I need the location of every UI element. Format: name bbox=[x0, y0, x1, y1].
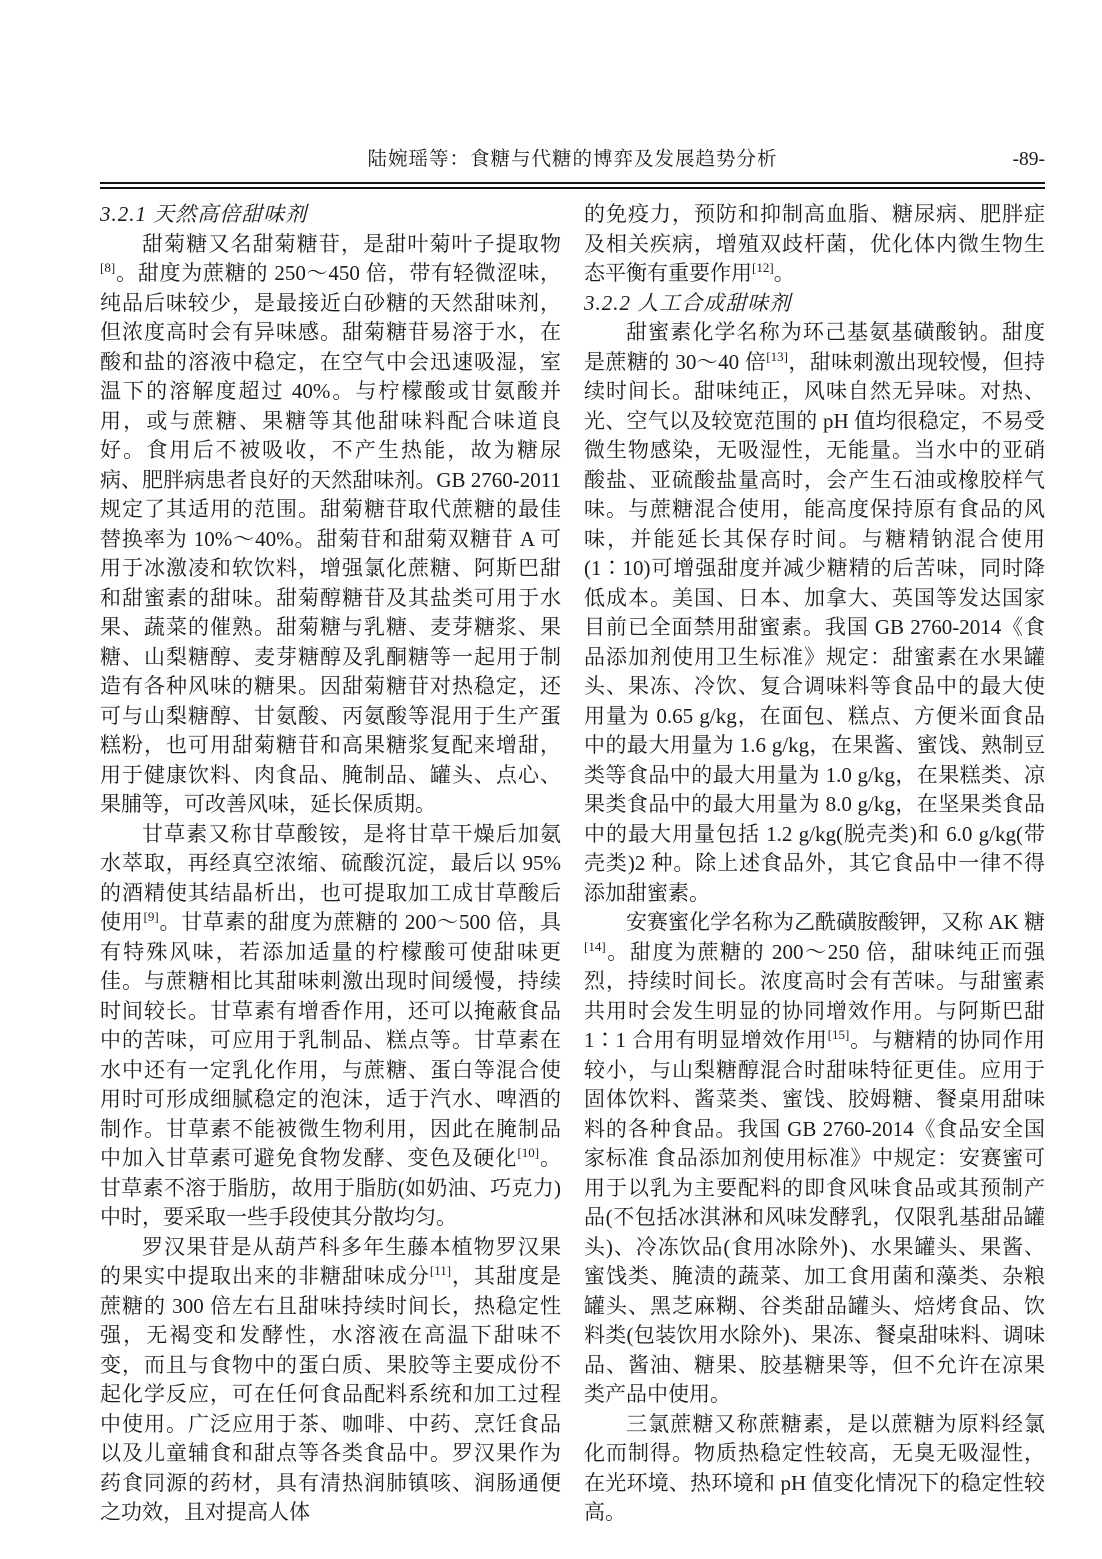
reference-marker: [13] bbox=[766, 348, 788, 364]
paragraph: 的免疫力，预防和抑制高血脂、糖尿病、肥胖症及相关疾病，增殖双歧杆菌，优化体内微生物生态平衡有重要作用[12]。 bbox=[584, 202, 1045, 285]
reference-marker: [10] bbox=[517, 1145, 540, 1160]
reference-marker: [11] bbox=[429, 1263, 452, 1278]
paragraph: 罗汉果苷是从葫芦科多年生藤本植物罗汉果的果实中提取出来的非糖甜味成分[11]，其甜度是蔗糖的 300 倍左右且甜味持续时间长，热稳定性强，无褐变和发酵性，水溶液在高温下甜味不变，而且与食物中的蛋白质、果胶等主要成份不起化学反应，可在任何食品配料系统和加工过程中使用。广泛应用于茶、咖啡、中药、烹饪食品以及儿童辅食和甜点等各类食品中。罗汉果作为药食同源的药材，具有清热润肺镇咳、润肠通便之功效，且对提高人体 bbox=[100, 1234, 562, 1524]
paragraph: 甜菊糖又名甜菊糖苷，是甜叶菊叶子提取物[8]。甜度为蔗糖的 250～450 倍，带有轻微涩味，纯品后味较少，是最接近白砂糖的天然甜味剂，但浓度高时会有异味感。甜菊糖苷易溶于水，在酸和盐的溶液中稳定，在空气中会迅速吸湿，室温下的溶解度超过 40%。与柠檬酸或甘氨酸并用，或与蔗糖、果糖等其他甜味料配合味道良好。食用后不被吸收，不产生热能，故为糖尿病、肥胖病患者良好的天然甜味剂。GB 2760-2011 规定了其适用的范围。甜菊糖苷取代蔗糖的最佳替换率为 10%～40%。甜菊苷和甜菊双糖苷 A 可用于冰激凌和软饮料，增强氯化蔗糖、阿斯巴甜和甜蜜素的甜味。甜菊醇糖苷及其盐类可用于水果、蔬菜的催熟。甜菊糖与乳糖、麦芽糖浆、果糖、山梨糖醇、麦芽糖醇及乳酮糖等一起用于制造有各种风味的糖果。因甜菊糖苷对热稳定，还可与山梨糖醇、甘氨酸、丙氨酸等混用于生产蛋糕粉，也可用甜菊糖苷和高果糖浆复配来增甜，用于健康饮料、肉食品、腌制品、罐头、点心、果脯等，可改善风味，延长保质期。 bbox=[100, 231, 561, 816]
reference-marker: [8] bbox=[100, 260, 116, 275]
paragraph: 甘草素又称甘草酸铵，是将甘草干燥后加氨水萃取，再经真空浓缩、硫酸沉淀，最后以 95%的酒精使其结晶析出，也可提取加工成甘草酸后使用[9]。甘草素的甜度为蔗糖的 200～500 倍，具有特殊风味，若添加适量的柠檬酸可使甜味更佳。与蔗糖相比其甜味刺激出现时间缓慢，持续时间较长。甘草素有增香作用，还可以掩蔽食品中的苦味，可应用于乳制品、糕点等。甘草素在水中还有一定乳化作用，与蔗糖、蛋白等混合使用时可形成细腻稳定的泡沫，适于汽水、啤酒的制作。甘草素不能被微生物利用，因此在腌制品中加入甘草素可避免食物发酵、变色及硬化[10]。甘草素不溶于脂肪，故用于脂肪(如奶油、巧克力)中时，要采取一些手段使其分散均匀。 bbox=[100, 821, 562, 1229]
paragraph: 安赛蜜化学名称为乙酰磺胺酸钾，又称 AK 糖[14]。甜度为蔗糖的 200～250 倍，甜味纯正而强烈，持续时间长。浓度高时会有苦味。与甜蜜素共用时会发生明显的协同增效作用。与阿斯巴甜 1∶1 合用有明显增效作用[15]。与糖精的协同作用较小，与山梨糖醇混合时甜味特征更佳。应用于固体饮料、酱菜类、蜜饯、胶姆糖、餐桌用甜味料的各种食品。我国 GB 2760-2014《食品安全国家标准 食品添加剂使用标准》中规定：安赛蜜可用于以乳为主要配料的即食风味食品或其预制产品(不包括冰淇淋和风味发酵乳，仅限乳基甜品罐头)、冷冻饮品(食用冰除外)、水果罐头、果酱、蜜饯类、腌渍的蔬菜、加工食用菌和藻类、杂粮罐头、黑芝麻糊、谷类甜品罐头、焙烤食品、饮料类(包装饮用水除外)、果冻、餐桌甜味料、调味品、酱油、糖果、胶基糖果等，但不允许在凉果类产品中使用。 bbox=[584, 910, 1046, 1406]
right-column bbox=[584, 200, 1045, 1528]
running-title: 陆婉瑶等：食糖与代糖的博弈及发展趋势分析 bbox=[367, 149, 778, 170]
page-content bbox=[100, 146, 1045, 1528]
reference-marker: [15] bbox=[827, 1027, 850, 1042]
page-header bbox=[100, 146, 1045, 177]
header-rule-divider bbox=[100, 182, 1045, 189]
left-column bbox=[100, 200, 561, 1528]
paragraph: 三氯蔗糖又称蔗糖素，是以蔗糖为原料经氯化而制得。物质热稳定性较高，无臭无吸湿性，在光环境、热环境和 pH 值变化情况下的稳定性较高。 bbox=[584, 1411, 1045, 1524]
section-heading: 3.2.1 天然高倍甜味剂 bbox=[100, 202, 308, 226]
reference-marker: [9] bbox=[143, 909, 159, 924]
reference-marker: [12] bbox=[752, 260, 774, 275]
paragraph: 甜蜜素化学名称为环己基氨基磺酸钠。甜度是蔗糖的 30～40 倍[13]，甜味刺激出现较慢，但持续时间长。甜味纯正，风味自然无异味。对热、光、空气以及较宽范围的 pH 值均很稳定，不易受微生物感染，无吸湿性，无能量。当水中的亚硝酸盐、亚硫酸盐量高时，会产生石油或橡胶样气味。与蔗糖混合使用，能高度保持原有食品的风味，并能延长其保存时间。与糖精钠混合使用(1∶10)可增强甜度并减少糖精的后苦味，同时降低成本。美国、日本、加拿大、英国等发达国家目前已全面禁用甜蜜素。我国 GB 2760-2014《食品添加剂使用卫生标准》规定：甜蜜素在水果罐头、果冻、冷饮、复合调味料等食品中的最大使用量为 0.65 g/kg，在面包、糕点、方便米面食品中的最大用量为 1.6 g/kg，在果酱、蜜饯、熟制豆类等食品中的最大用量为 1.0 g/kg，在果糕类、凉果类食品中的最大用量为 8.0 g/kg，在坚果类食品中的最大用量包括 1.2 g/kg(脱壳类)和 6.0 g/kg(带壳类)2 种。除上述食品外，其它食品中一律不得添加甜蜜素。 bbox=[584, 320, 1046, 905]
two-column-body bbox=[100, 200, 1045, 1528]
page-number: -89- bbox=[1012, 149, 1045, 170]
reference-marker: [14] bbox=[584, 938, 606, 954]
section-heading: 3.2.2 人工合成甜味剂 bbox=[584, 290, 792, 315]
